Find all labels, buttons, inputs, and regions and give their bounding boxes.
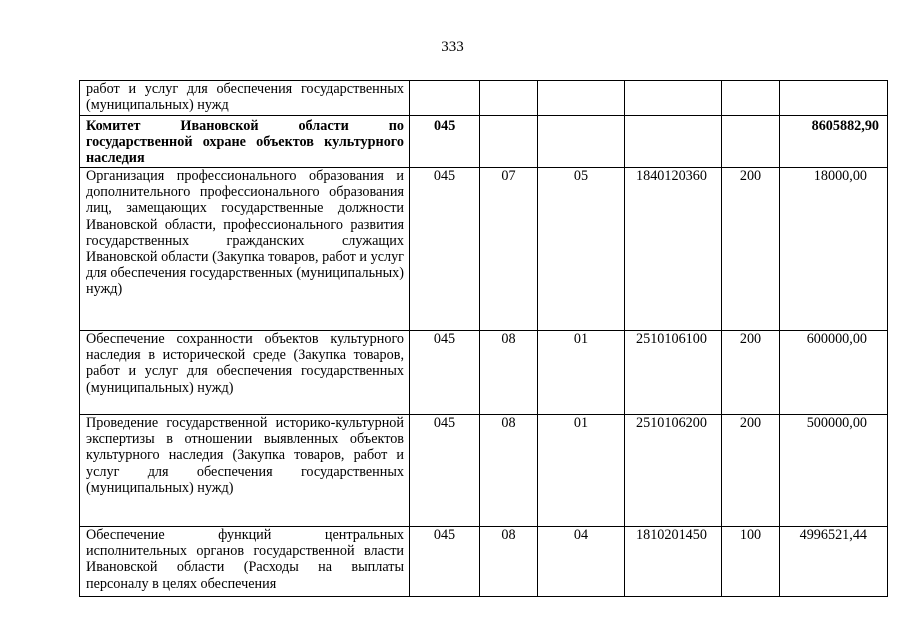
row-pr	[538, 116, 625, 168]
row-vr	[722, 116, 780, 168]
row-sum	[780, 81, 888, 116]
page-number: 333	[441, 39, 464, 55]
row-sum: 600000,00	[780, 331, 888, 415]
row-vr: 200	[722, 168, 780, 331]
row-rz: 08	[480, 527, 538, 597]
table-row	[80, 116, 888, 168]
table-row	[80, 331, 888, 415]
row-ved: 045	[410, 527, 480, 597]
row-name: Обеспечение сохранности объектов культурного наследия в исторической среде (Закупка товаров, работ и услуг для обеспечения государственных (муниципальных) нужд)	[80, 331, 410, 415]
table-row	[80, 168, 888, 331]
row-rz	[480, 116, 538, 168]
budget-table	[79, 80, 888, 597]
row-pr: 01	[538, 331, 625, 415]
row-ved: 045	[410, 415, 480, 527]
row-csr: 1810201450	[625, 527, 722, 597]
row-csr: 2510106200	[625, 415, 722, 527]
row-rz: 08	[480, 415, 538, 527]
row-name: работ и услуг для обеспечения государственных (муниципальных) нужд	[80, 81, 410, 116]
row-csr	[625, 81, 722, 116]
row-vr	[722, 81, 780, 116]
row-vr: 200	[722, 331, 780, 415]
row-vr: 200	[722, 415, 780, 527]
row-csr: 1840120360	[625, 168, 722, 331]
row-sum: 18000,00	[780, 168, 888, 331]
row-pr: 01	[538, 415, 625, 527]
row-csr: 2510106100	[625, 331, 722, 415]
row-pr	[538, 81, 625, 116]
row-pr: 05	[538, 168, 625, 331]
row-name: Проведение государственной историко-культурной экспертизы в отношении выявленных объектов культурного наследия (Закупка товаров, работ и услуг для обеспечения государственных (муниципальных) нужд)	[80, 415, 410, 527]
table-row	[80, 527, 888, 597]
row-sum: 500000,00	[780, 415, 888, 527]
table-row	[80, 81, 888, 116]
table-row	[80, 415, 888, 527]
row-csr	[625, 116, 722, 168]
row-ved: 045	[410, 168, 480, 331]
row-vr: 100	[722, 527, 780, 597]
row-name: Комитет Ивановской области по государственной охране объектов культурного наследия	[80, 116, 410, 168]
row-ved: 045	[410, 331, 480, 415]
row-pr: 04	[538, 527, 625, 597]
row-rz: 08	[480, 331, 538, 415]
row-rz	[480, 81, 538, 116]
row-name: Обеспечение функций центральных исполнительных органов государственной власти Ивановской области (Расходы на выплаты персоналу в целях обеспечения	[80, 527, 410, 597]
row-name: Организация профессионального образования и дополнительного профессионального образования лиц, замещающих государственные должности Ивановской области, профессионального развития государственных гражданских служащих Ивановской области (Закупка товаров, работ и услуг для обеспечения государственных (муниципальных) нужд)	[80, 168, 410, 331]
row-ved: 045	[410, 116, 480, 168]
row-sum: 8605882,90	[780, 116, 888, 168]
row-sum: 4996521,44	[780, 527, 888, 597]
row-rz: 07	[480, 168, 538, 331]
row-ved	[410, 81, 480, 116]
